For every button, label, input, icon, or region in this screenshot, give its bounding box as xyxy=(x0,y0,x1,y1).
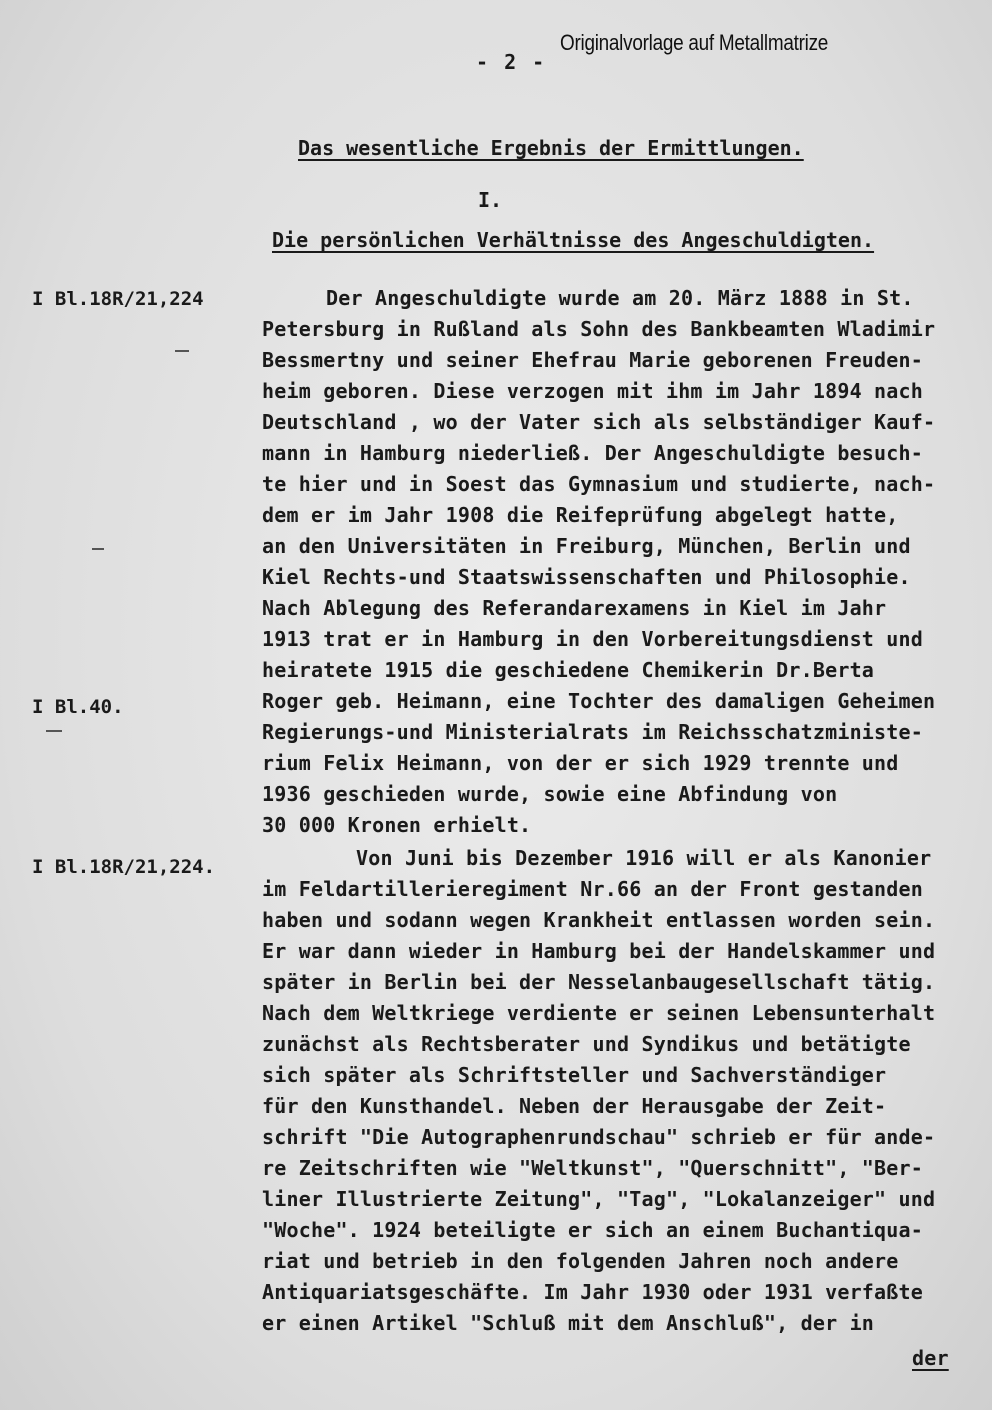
body-line: Der Angeschuldigte wurde am 20. März 1888 in St. xyxy=(326,286,914,310)
body-line: 1936 geschieden wurde, sowie eine Abfindung von xyxy=(262,782,838,806)
body-line: 30 000 Kronen erhielt. xyxy=(262,813,532,837)
body-line: "Woche". 1924 beteiligte er sich an einem Buchantiqua- xyxy=(262,1218,924,1242)
body-line: Von Juni bis Dezember 1916 will er als Kanonier xyxy=(356,846,932,870)
body-line: Antiquariatsgeschäfte. Im Jahr 1930 oder 1931 verfaßte xyxy=(262,1280,924,1304)
body-line: Nach Ablegung des Referandarexamens in Kiel im Jahr xyxy=(262,596,887,620)
body-line: Roger geb. Heimann, eine Tochter des damaligen Geheimen xyxy=(262,689,936,713)
body-line: Deutschland , wo der Vater sich als selbständiger Kauf- xyxy=(262,410,936,434)
catchword: der xyxy=(912,1346,949,1370)
body-line: schrift "Die Autographenrundschau" schrieb er für ande- xyxy=(262,1125,936,1149)
body-line: te hier und in Soest das Gymnasium und studierte, nach- xyxy=(262,472,936,496)
body-line: rium Felix Heimann, von der er sich 1929 trennte und xyxy=(262,751,899,775)
margin-reference: I Bl.40. xyxy=(32,696,124,718)
body-line: heim geboren. Diese verzogen mit ihm im Jahr 1894 nach xyxy=(262,379,924,403)
body-line: Bessmertny und seiner Ehefrau Marie geborenen Freuden- xyxy=(262,348,924,372)
margin-mark xyxy=(46,730,62,732)
page-number: - 2 - xyxy=(476,50,547,74)
body-line: Petersburg in Rußland als Sohn des Bankbeamten Wladimir xyxy=(262,317,936,341)
body-line: sich später als Schriftsteller und Sachverständiger xyxy=(262,1063,887,1087)
margin-mark xyxy=(175,350,189,352)
body-line: er einen Artikel "Schluß mit dem Anschluß", der in xyxy=(262,1311,875,1335)
margin-reference: I Bl.18R/21,224. xyxy=(32,856,216,878)
body-line: Nach dem Weltkriege verdiente er seinen Lebensunterhalt xyxy=(262,1001,936,1025)
body-line: Kiel Rechts-und Staatswissenschaften und Philosophie. xyxy=(262,565,911,589)
section-number: I. xyxy=(478,188,503,212)
section-title: Die persönlichen Verhältnisse des Angeschuldigten. xyxy=(272,228,875,252)
document-title: Das wesentliche Ergebnis der Ermittlungen. xyxy=(298,136,804,160)
body-line: an den Universitäten in Freiburg, München, Berlin und xyxy=(262,534,911,558)
body-line: riat und betrieb in den folgenden Jahren noch andere xyxy=(262,1249,899,1273)
body-line: haben und sodann wegen Krankheit entlassen worden sein. xyxy=(262,908,936,932)
body-line: im Feldartillerieregiment Nr.66 an der Front gestanden xyxy=(262,877,924,901)
body-line: mann in Hamburg niederließ. Der Angeschuldigte besuch- xyxy=(262,441,924,465)
body-line: später in Berlin bei der Nesselanbaugesellschaft tätig. xyxy=(262,970,936,994)
stamp-text: Originalvorlage auf Metallmatrize xyxy=(560,30,829,55)
body-line: liner Illustrierte Zeitung", "Tag", "Lokalanzeiger" und xyxy=(262,1187,936,1211)
margin-reference: I Bl.18R/21,224 xyxy=(32,288,204,310)
body-line: heiratete 1915 die geschiedene Chemikerin Dr.Berta xyxy=(262,658,875,682)
body-line: dem er im Jahr 1908 die Reifeprüfung abgelegt hatte, xyxy=(262,503,899,527)
body-line: Regierungs-und Ministerialrats im Reichsschatzministe- xyxy=(262,720,924,744)
body-line: für den Kunsthandel. Neben der Herausgabe der Zeit- xyxy=(262,1094,887,1118)
body-line: re Zeitschriften wie "Weltkunst", "Querschnitt", "Ber- xyxy=(262,1156,924,1180)
body-line: 1913 trat er in Hamburg in den Vorbereitungsdienst und xyxy=(262,627,924,651)
body-line: zunächst als Rechtsberater und Syndikus und betätigte xyxy=(262,1032,911,1056)
margin-mark xyxy=(92,548,104,550)
body-line: Er war dann wieder in Hamburg bei der Handelskammer und xyxy=(262,939,936,963)
